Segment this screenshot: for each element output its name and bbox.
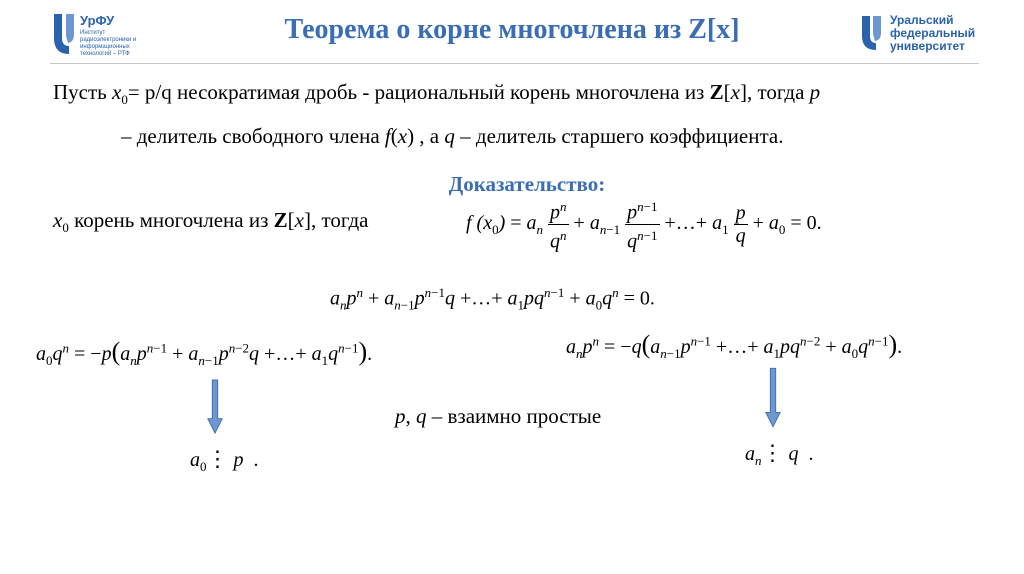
var-q: q <box>416 404 427 428</box>
var-q: q <box>444 124 455 148</box>
text: ], тогда <box>303 208 369 232</box>
logo-left-subtitle: Институт радиоэлектроники и информационных технологий – РТФ <box>80 30 137 57</box>
text: корень многочлена из <box>74 208 274 232</box>
subscript: 0 <box>62 220 69 236</box>
formula-a0-qn: $a_0q^n = -p(a_np^{n-1} + a_{n-1}p^{n-2}q$ +…+ $a_1q^{n-1}$). <box>36 337 373 368</box>
var-p: p <box>395 404 406 428</box>
text: [ <box>723 80 731 104</box>
formula-multiplied: $a_np^n + a_{n-1}p^{n-1}q$ +…+ $a_1pq^{n-1} + a_0q^n = 0$. <box>330 285 655 313</box>
text: ) , а <box>407 124 445 148</box>
text: ( <box>390 124 398 148</box>
page-title: Теорема о корне многочлена из Z[x] <box>284 14 740 45</box>
proof-line-1 <box>53 208 368 236</box>
down-arrow-icon <box>764 364 782 432</box>
var-x: x <box>53 208 63 232</box>
var-p: p <box>809 80 821 104</box>
fraction: $\frac{p^n}{q^n}$ <box>548 196 569 252</box>
var-x: x <box>397 124 408 148</box>
logo-right-line-1: Уральский <box>890 13 954 27</box>
conclusion-a0-divisible-p: $a_0⋮$ p . <box>190 446 259 474</box>
proof-heading: Доказательство: <box>448 172 606 196</box>
var-x: x <box>730 80 740 104</box>
coprime-statement <box>395 404 601 429</box>
var-f: f <box>384 124 391 148</box>
text: , <box>405 404 416 428</box>
var-x: x <box>112 80 122 104</box>
logo-right-line-3: университет <box>890 39 965 53</box>
ring-z: Z <box>273 208 288 232</box>
subscript: 0 <box>121 92 128 108</box>
ring-z: Z <box>709 80 724 104</box>
text: – взаимно простые <box>426 404 602 428</box>
text: [ <box>287 208 295 232</box>
text: = p/q несократимая дробь - рациональный корень многочлена из <box>127 80 710 104</box>
fraction: $\frac{p^{n-1}}{q^{n-1}}$ <box>625 196 659 252</box>
text: – делитель старшего коэффициента. <box>454 124 784 148</box>
down-arrow-icon <box>206 376 224 438</box>
logo-right-line-2: федеральный <box>890 26 976 40</box>
formula-polynomial-substitution: f $(x_0) = a_n$ $\frac{p^n}{q^n}$ + $a_{n-1}$ $\frac{p^{n-1}}{q^{n-1}}$ +…+ $a_1$ $\frac{p}{q}$ + $a_0 = 0$. <box>466 196 822 252</box>
theorem-line-2 <box>121 124 783 149</box>
conclusion-an-divisible-q: $a_n⋮$ q . <box>745 440 814 468</box>
urfu-u-logo-icon <box>860 14 886 52</box>
text: Пусть <box>53 80 112 104</box>
var-x: x <box>294 208 304 232</box>
text: – делитель свободного члена <box>121 124 385 148</box>
urfu-logo-right <box>860 14 886 57</box>
theorem-line-1 <box>53 80 820 108</box>
text: ], тогда <box>739 80 810 104</box>
formula-an-pn: $a_np^n = -q(a_{n-1}p^{n-1}$ +…+ $a_1pq^{n-2} + a_0q^{n-1}$). <box>566 330 903 361</box>
logo-left-title: УрФУ <box>80 13 115 28</box>
logo-right-text <box>890 14 1000 53</box>
header-divider <box>50 63 979 64</box>
fraction: $\frac{p}{q}$ <box>735 201 746 247</box>
